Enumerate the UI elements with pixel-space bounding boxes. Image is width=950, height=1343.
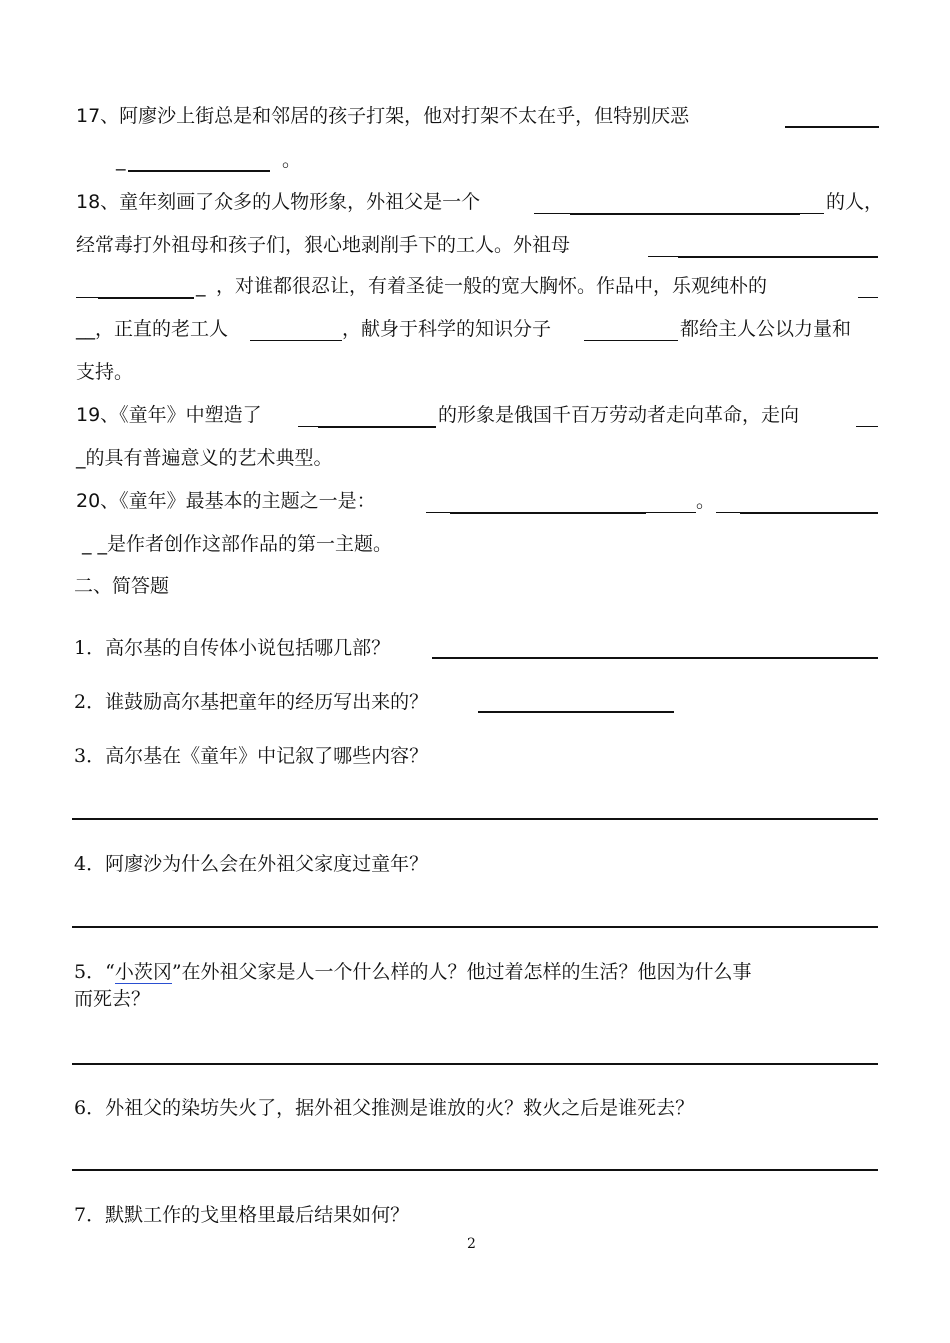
q18-blank-5[interactable] [250,340,342,341]
sa-question-7: 7．默默工作的戈里格里最后结果如何？ [74,1204,410,1226]
q18-line-5: 支持。 [76,361,134,383]
q19-line-2: _的具有普遍意义的艺术典型。 [76,447,333,469]
q18-line-3: ，对谁都很忍让，有着圣徒一般的宽大胸怀。作品中，乐观纯朴的 [216,275,768,297]
q18-blank-4[interactable] [858,297,878,298]
q18-blank-3a[interactable] [76,297,98,298]
q18-blank-2a[interactable] [648,256,678,257]
sa-answer-4[interactable] [72,926,878,928]
q20-blank-1[interactable] [450,512,646,514]
sa-question-5-post: ”在外祖父家是人一个什么样的人？他过着怎样的生活？他因为什么事 [171,961,752,983]
q18-line-1-end: 的人， [826,191,884,213]
q17-blank-1[interactable] [785,126,879,128]
q20-line-1b: 。 [696,490,716,512]
q18-line-3-dash: _ [196,275,206,297]
q18-line-4b: ，献身于科学的知识分子 [342,318,552,340]
q18-line-4c: 都给主人公以力量和 [680,318,852,340]
xiao-cigang-link[interactable]: 小茨冈 [114,961,172,983]
sa-question-5 [74,960,752,984]
q18-line-4a: __，正直的老工人 [76,318,229,340]
q18-blank-3[interactable] [98,297,194,299]
section-2-title: 二、简答题 [74,575,170,597]
q19-blank-1[interactable] [318,426,436,428]
sa-question-2: 2．谁鼓励高尔基把童年的经历写出来的？ [74,691,429,713]
sa-question-4: 4．阿廖沙为什么会在外祖父家度过童年？ [74,853,429,875]
sa-answer-3[interactable] [72,818,878,820]
q20-blank-2a[interactable] [716,512,740,513]
q19-line-1a: 19、《童年》中塑造了 [76,404,262,426]
q18-line-2: 经常毒打外祖母和孩子们，狠心地剥削手下的工人。外祖母 [76,234,571,256]
q18-blank-1a[interactable] [534,213,570,214]
sa-answer-2[interactable] [478,711,674,713]
sa-answer-6[interactable] [72,1169,878,1171]
sa-question-5-pre: 5．“ [74,961,115,983]
q18-blank-6[interactable] [584,340,678,341]
sa-question-5-line-2: 而死去？ [74,988,151,1010]
q18-blank-2[interactable] [678,256,878,258]
q18-blank-1[interactable] [570,213,800,215]
q17-line-2-end: 。 [282,149,302,171]
q18-line-1: 18、童年刻画了众多的人物形象，外祖父是一个 [76,191,481,213]
q19-blank-2[interactable] [856,426,878,427]
sa-answer-5[interactable] [72,1063,878,1065]
q18-blank-1b[interactable] [800,213,824,214]
page-number: 2 [467,1236,476,1252]
q20-line-1a: 20、《童年》最基本的主题之一是： [76,490,376,512]
q20-blank-1b[interactable] [646,512,696,513]
q17-line-1: 17、阿廖沙上街总是和邻居的孩子打架，他对打架不太在乎，但特别厌恶 [76,105,690,127]
q17-line-2-prefix: _ [116,149,126,171]
sa-question-6: 6．外祖父的染坊失火了，据外祖父推测是谁放的火？救火之后是谁死去？ [74,1097,695,1119]
q19-blank-1a[interactable] [298,426,318,427]
sa-answer-1[interactable] [432,657,878,659]
q17-blank-2[interactable] [128,170,270,172]
sa-question-1: 1．高尔基的自传体小说包括哪几部？ [74,637,391,659]
q20-blank-1a[interactable] [426,512,450,513]
q20-blank-2[interactable] [740,512,878,514]
sa-question-3: 3．高尔基在《童年》中记叙了哪些内容？ [74,745,429,767]
q19-line-1b: 的形象是俄国千百万劳动者走向革命，走向 [438,404,800,426]
q20-line-2: _ _是作者创作这部作品的第一主题。 [82,533,393,555]
